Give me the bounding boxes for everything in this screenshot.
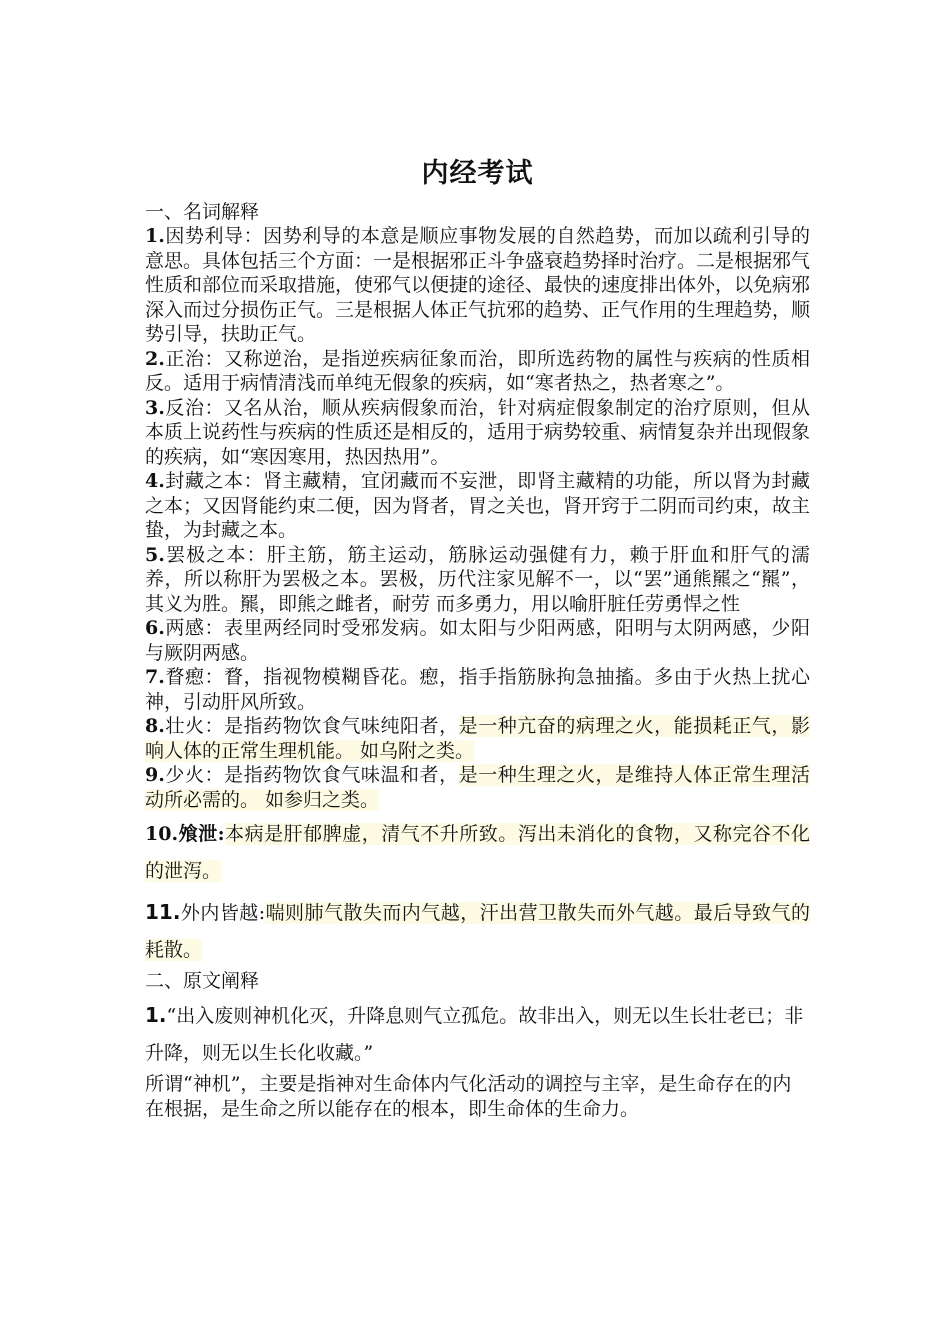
quote-text: “出入废则神机化灭，升降息则气立孤危。故非出入，则无以生长壮老已；非升降，则无以生长化收藏。”	[145, 1005, 804, 1064]
entry-4	[145, 469, 810, 543]
entry-7	[145, 665, 810, 714]
entry-term: 两感：	[164, 617, 225, 639]
entry-number: 10.	[145, 823, 179, 845]
section-heading-1: 一、名词解释	[145, 201, 260, 223]
entry-number: 4.	[145, 470, 165, 492]
entry-number: 2.	[145, 347, 165, 370]
entry-11	[145, 894, 810, 969]
entry-2	[145, 347, 810, 396]
entry-text: 是指药物饮食气味纯阳者，	[224, 715, 459, 737]
entry-text: 表里两经同时受邪发病。如太阳与少阳两感，阳明与太阴两感，少阳与厥阴两感。	[145, 617, 810, 664]
entry-number: 3.	[145, 396, 165, 419]
entry-8	[145, 714, 810, 763]
entry-text: 肝主筋，筋主运动，筋脉运动强健有力，赖于肝血和肝气的濡养，所以称肝为罢极之本。罢极，历代注家见解不一，以“罢”通熊羆之“羆”，其义为胜。羆，即熊之雌者，耐劳 而多勇力，用以喻肝脏任劳勇悍之性	[145, 543, 810, 615]
entry-term: 正治：	[164, 347, 225, 370]
entry-text: 又称逆治，是指逆疾病征象而治，即所选药物的属性与疾病的性质相反。适用于病情清浅而单纯无假象的疾病，如“寒者热之，热者寒之”。	[145, 347, 810, 394]
entry-list	[145, 224, 810, 714]
highlighted-text: 本病是肝郁脾虚，清气不升所致。泻出未消化的食物，又称完谷不化的泄泻。	[145, 823, 810, 882]
entry-number: 1.	[145, 225, 165, 247]
quote-1	[145, 997, 810, 1072]
entry-text: 又名从治，顺从疾病假象而治，针对病症假象制定的治疗原则，但从本质上说药性与疾病的性质还是相反的，适用于病势较重、病情复杂并出现假象的疾病，如“寒因寒用，热因热用”。	[145, 396, 811, 468]
entry-number: 11.	[145, 900, 181, 924]
quote-number: 1.	[145, 1003, 167, 1027]
entry-term: 反治：	[164, 396, 225, 419]
entry-10	[145, 816, 810, 890]
entry-9	[145, 763, 810, 812]
entry-1	[145, 224, 810, 347]
entry-term: 封藏之本：	[164, 470, 264, 492]
entry-term: 外内皆越:	[180, 902, 266, 924]
entry-term: 因势利导：	[164, 225, 264, 247]
explanation-1: 所谓“神机”，主要是指神对生命体内气化活动的调控与主宰，是生命存在的内在根据，是生命之所以能存在的根本，即生命体的生命力。	[145, 1073, 792, 1120]
entry-text: 肾主藏精，宜闭藏而不妄泄，即肾主藏精的功能，所以肾为封藏之本；又因肾能约束二便，因为肾者，胃之关也，肾开窍于二阴而司约束，故主蛰，为封藏之本。	[145, 470, 811, 541]
highlighted-text: 是一种生理之火，是维持人体正常生理活动所必需的。 如参归之类。	[145, 764, 810, 811]
highlighted-text: 是一种亢奋的病理之火，能损耗正气，影响人体的正常生理机能。 如乌附之类。	[145, 715, 810, 762]
entry-term: 罢极之本：	[164, 543, 267, 566]
section-heading-2: 二、原文阐释	[145, 970, 260, 992]
entry-number: 6.	[145, 617, 165, 639]
highlighted-text: 喘则肺气散失而内气越，汗出营卫散失而外气越。最后导致气的耗散。	[145, 902, 810, 961]
entry-number: 5.	[145, 543, 165, 566]
document-title: 内经考试	[421, 158, 534, 189]
entry-term: 飧泄:	[178, 823, 225, 845]
entry-term: 少火：	[164, 764, 225, 786]
entry-6	[145, 616, 810, 665]
entry-text: 因势利导的本意是顺应事物发展的自然趋势，而加以疏利引导的意思。具体包括三个方面：一是根据邪正斗争盛衰趋势择时治疗。二是根据邪气性质和部位而采取措施，使邪气以便捷的途径、最快的速度排出体外，以免病邪深入而过分损伤正气。三是根据人体正气抗邪的趋势、正气作用的生理趋势，顺势引导，扶助正气。	[145, 225, 811, 345]
entry-3	[145, 396, 810, 470]
entry-5	[145, 543, 810, 617]
entry-number: 8.	[145, 715, 165, 737]
entry-text: 瞀，指视物模糊昏花。瘛，指手指筋脉拘急抽搐。多由于火热上扰心神，引动肝风所致。	[145, 666, 810, 713]
entry-number: 7.	[145, 666, 165, 688]
entry-term: 壮火：	[164, 715, 225, 737]
entry-text: 是指药物饮食气味温和者，	[224, 764, 459, 786]
document-page	[145, 150, 810, 1121]
entry-number: 9.	[145, 764, 165, 786]
entry-term: 瞀瘛：	[164, 666, 225, 688]
